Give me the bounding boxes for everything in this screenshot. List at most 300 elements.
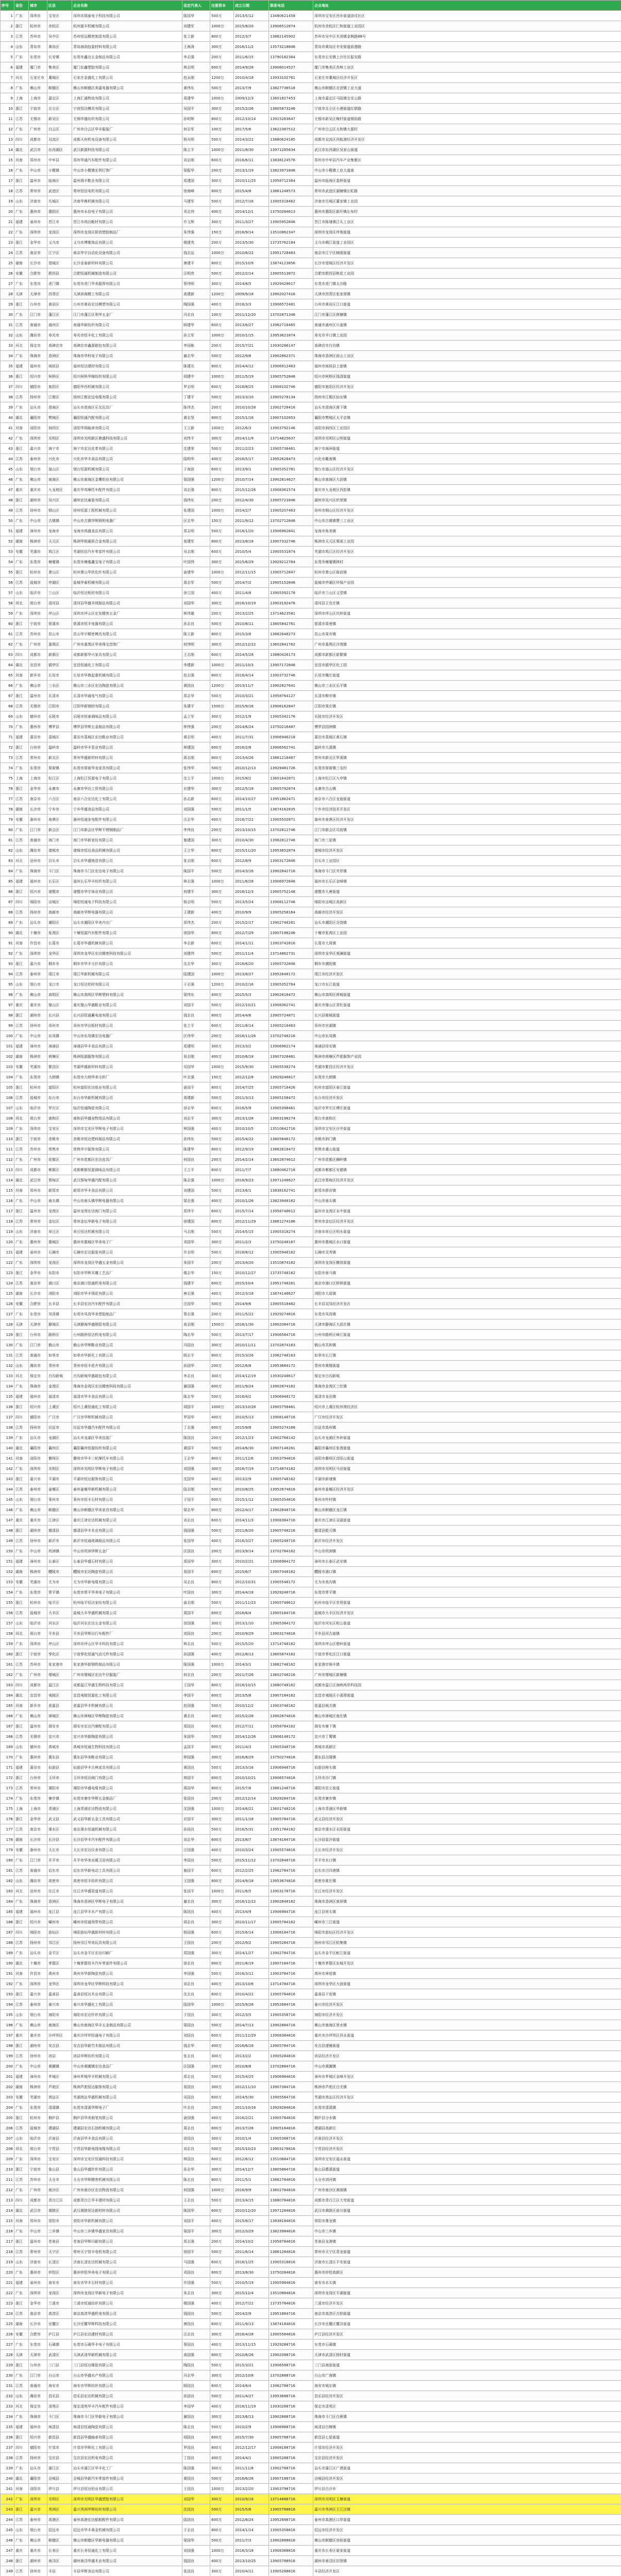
table-cell: 249	[1, 2566, 14, 2576]
table-row	[1, 2443, 621, 2453]
table-cell: 江苏	[14, 969, 29, 979]
table-cell: 扬州市	[29, 1938, 47, 1948]
table-cell: 500万	[210, 1134, 234, 1144]
table-cell: 福建	[14, 1392, 29, 1402]
table-cell: 2012/9/2	[234, 1938, 269, 1948]
table-cell: 93	[1, 959, 14, 969]
table-cell: 重庆璧山华盛鞋业有限公司	[72, 1000, 182, 1010]
table-cell: 47	[1, 485, 14, 495]
table-cell: 13714825637	[269, 433, 313, 444]
table-cell: 惠州市	[29, 722, 47, 732]
table-cell: 庐江县宏达建材有限公司	[72, 2329, 182, 2340]
table-cell: 南京市高淳区古柏街道	[313, 2309, 621, 2319]
table-cell: 徐州市	[29, 2566, 47, 2576]
table-cell: 8	[1, 83, 14, 93]
table-row	[1, 1567, 621, 1577]
table-cell: 南通市	[29, 835, 47, 845]
table-cell: 顺德区	[47, 83, 72, 93]
table-cell: 13714784716	[269, 1979, 313, 1989]
table-row	[1, 341, 621, 351]
table-cell: 湖州市	[29, 2556, 47, 2566]
table-cell: 600万	[210, 1608, 234, 1618]
table-cell: 醴陵市宏达陶瓷有限公司	[72, 1567, 182, 1577]
table-cell: 223	[1, 2298, 14, 2309]
table-cell: 2010/1/15	[234, 330, 269, 341]
table-cell: 常州市	[29, 753, 47, 763]
table-cell: 李国平	[182, 1690, 210, 1701]
table-cell: 陈伟杰	[182, 402, 210, 413]
table-row	[1, 21, 621, 31]
table-cell: 江宁区	[47, 248, 72, 258]
table-cell: 110	[1, 1134, 14, 1144]
table-cell: 200万	[210, 1938, 234, 1948]
table-cell: 深圳市坪山区宏发精密五金厂	[72, 608, 182, 619]
table-cell: 177	[1, 1824, 14, 1835]
table-cell: 东台市经济开发区	[313, 1093, 621, 1103]
table-cell: 2016/12/3	[234, 887, 269, 897]
table-row	[1, 1402, 621, 1412]
table-cell: 钱国强	[182, 1526, 210, 1536]
table-cell: 刘建军	[182, 21, 210, 31]
table-cell: 安吉县	[47, 2041, 72, 2051]
table-cell: 2014/10/27	[234, 794, 269, 804]
table-cell: 铜山区	[47, 505, 72, 516]
table-cell: 2016/7/22	[234, 815, 269, 825]
table-cell: 13905388716	[269, 2133, 313, 2144]
table-row	[1, 1422, 621, 1433]
table-cell: 85	[1, 876, 14, 887]
table-cell: 800万	[210, 2443, 234, 2453]
table-cell: 岳麓区	[47, 2319, 72, 2329]
table-cell: 余姚市	[47, 1134, 72, 1144]
table-cell: 150万	[210, 1268, 234, 1278]
table-cell: 许昌市	[29, 938, 47, 948]
table-cell: 196	[1, 2020, 14, 2030]
table-cell: 金华市	[29, 1814, 47, 1824]
table-cell: 沈建荣	[182, 444, 210, 454]
table-cell: 绵阳市	[29, 1927, 47, 1938]
table-cell: 福清市	[47, 1392, 72, 1402]
table-cell: 无为市	[47, 1577, 72, 1587]
table-cell: 盐城市	[29, 1608, 47, 1618]
column-header: 联系电话	[269, 1, 313, 11]
table-cell: 115	[1, 1185, 14, 1196]
table-cell: 成都天府机电设备有限公司	[72, 134, 182, 145]
table-cell: 800万	[210, 413, 234, 423]
table-cell: 东阳市华辉木雕工艺品厂	[72, 1268, 182, 1278]
table-cell: 台山市广海镇	[313, 2370, 621, 2381]
table-cell: 温江区	[47, 1680, 72, 1690]
table-cell: 2010/10/5	[234, 1124, 269, 1134]
table-cell: 300万	[210, 104, 234, 114]
table-cell: 2011/5/22	[234, 1309, 269, 1319]
table-cell: 常平镇	[47, 1587, 72, 1598]
table-cell: 中山市南头镇华辉电器有限公司	[72, 1196, 182, 1206]
table-cell: 62	[1, 639, 14, 650]
table-cell: 深圳市光明新区鼎盛科技有限公司	[72, 433, 182, 444]
table-cell: 常州市	[29, 1783, 47, 1793]
table-cell: 165	[1, 1701, 14, 1711]
table-cell: 谷城县华新汽车零部件有限公司	[72, 2473, 182, 2484]
table-cell: 2016/2/21	[234, 2113, 269, 2123]
table-cell: 张家港华新钢铁制品有限公司	[72, 1659, 182, 1670]
table-cell: 株洲华锐硬质合金有限公司	[72, 536, 182, 547]
table-cell: 宜兴市	[47, 1732, 72, 1742]
table-cell: 成都市	[29, 650, 47, 660]
table-cell: 上海市青浦区华新镇	[313, 1804, 621, 1814]
table-row	[1, 1021, 621, 1031]
table-cell: 四川	[14, 1927, 29, 1938]
table-cell: 13905788716	[269, 2432, 313, 2443]
table-cell: 三门县	[47, 2360, 72, 2370]
table-cell: 杭州临平恒达家纺有限公司	[72, 1598, 182, 1608]
table-cell: 34	[1, 351, 14, 361]
table-row	[1, 361, 621, 371]
table-row	[1, 866, 621, 876]
table-cell: 13902768142	[269, 1433, 313, 1443]
table-cell: 2013/6/13	[234, 2412, 269, 2422]
table-cell: 芜湖市	[29, 1062, 47, 1072]
table-cell: 江苏	[14, 2051, 29, 2061]
table-cell: 株洲市天元区栗雨工业园	[313, 536, 621, 547]
table-cell: 广东	[14, 1258, 29, 1268]
table-cell: 86	[1, 887, 14, 897]
table-cell: 东莞市常平华美电子有限公司	[72, 1587, 182, 1598]
table-cell: 南谯区	[47, 815, 72, 825]
table-cell: 广东	[14, 1464, 29, 1474]
table-cell: 宁乡市	[47, 804, 72, 815]
table-cell: 武进区	[47, 186, 72, 196]
table-row	[1, 948, 621, 959]
table-cell: 海宁市宏达皮革有限公司	[72, 444, 182, 454]
table-row	[1, 990, 621, 1000]
table-cell: 珠海市香洲区南屏镇	[313, 1896, 621, 1907]
table-cell: 佛山市三水区乐平镇	[313, 681, 621, 691]
table-cell: 300万	[210, 1113, 234, 1124]
table-cell: 139	[1, 1433, 14, 1443]
table-cell: 深圳市	[29, 2288, 47, 2298]
table-cell: 徐州市	[29, 1021, 47, 1031]
table-cell: 中山市	[29, 2061, 47, 2072]
table-cell: 广东	[14, 1587, 29, 1598]
table-cell: 37	[1, 382, 14, 392]
table-cell: 坪山区	[47, 1639, 72, 1649]
table-cell: 青白江区	[47, 2195, 72, 2206]
table-cell: 80	[1, 825, 14, 835]
table-cell: 深圳市	[29, 608, 47, 619]
table-cell: 13702748216	[269, 1031, 313, 1041]
table-cell: 2014/4/1	[234, 2453, 269, 2463]
table-cell: 2010/4/11	[234, 2566, 269, 2576]
table-cell: 13714862731	[269, 948, 313, 959]
table-row	[1, 1371, 621, 1381]
table-cell: 13903784716	[269, 1969, 313, 1979]
table-cell: 章丘区	[47, 1227, 72, 1237]
table-cell: 武汉蔡甸华盛汽配有限公司	[72, 1175, 182, 1185]
table-row	[1, 2370, 621, 2381]
table-cell: 2015/11/20	[234, 845, 269, 856]
table-cell: 金华市	[29, 238, 47, 248]
table-cell: 浙江	[14, 2360, 29, 2370]
table-cell: 13905248716	[269, 1536, 313, 1546]
table-cell: 220	[1, 2267, 14, 2278]
table-cell: 400万	[210, 990, 234, 1000]
table-cell: 南沙区	[47, 2185, 72, 2195]
table-row	[1, 134, 621, 145]
table-cell: 广东	[14, 52, 29, 62]
table-cell: 140	[1, 1443, 14, 1453]
table-cell: 郑州市	[29, 2216, 47, 2226]
table-row	[1, 1783, 621, 1793]
table-cell: 河北	[14, 856, 29, 866]
table-row	[1, 1649, 621, 1659]
table-cell: 区伟华	[182, 1031, 210, 1041]
table-cell: 200万	[210, 2061, 234, 2072]
table-cell: 1000万	[210, 248, 234, 258]
table-cell: 2015/6/7	[234, 1567, 269, 1577]
table-cell: 王国良	[182, 2484, 210, 2494]
table-cell: 13905584816	[269, 2329, 313, 2340]
table-cell: 广东	[14, 918, 29, 928]
table-cell: 高淳区	[47, 2309, 72, 2319]
table-cell: 2016/3/11	[234, 1969, 269, 1979]
table-cell: 300万	[210, 1917, 234, 1927]
table-cell: 2009/12/3	[234, 93, 269, 104]
table-cell: 泰州高港宏达船舶配件有限公司	[72, 2515, 182, 2525]
table-cell: 200万	[210, 1309, 234, 1319]
table-cell: 珠海市斗门区白蕉镇	[313, 2412, 621, 2422]
table-cell: 白沟新城	[47, 1371, 72, 1381]
table-cell: 800万	[210, 2267, 234, 2278]
table-cell: 2012/10/8	[234, 2370, 269, 2381]
table-cell: 醴陵市浦口镇	[313, 1567, 621, 1577]
table-cell: 株洲市	[29, 1567, 47, 1577]
table-cell: 临沂市	[29, 2133, 47, 2144]
table-cell: 樊城区	[47, 413, 72, 423]
table-cell: 深圳市宝安区华辉电子有限公司	[72, 1124, 182, 1134]
table-cell: 800万	[210, 753, 234, 763]
table-cell: 13862784816	[269, 2175, 313, 2185]
table-cell: 永康市华达工贸有限公司	[72, 784, 182, 794]
table-cell: 株洲市	[29, 1052, 47, 1062]
table-cell: 200万	[210, 722, 234, 732]
table-row	[1, 1886, 621, 1896]
table-cell: 湖北	[14, 1958, 29, 1969]
table-cell: 2014/7/25	[234, 1082, 269, 1093]
table-cell: 13929284716	[269, 1793, 313, 1804]
table-cell: 潍坊市	[29, 1361, 47, 1371]
table-cell: 诸暨市	[47, 887, 72, 897]
table-row	[1, 918, 621, 928]
table-cell: 浙江	[14, 2164, 29, 2175]
table-cell: 2014/2/7	[234, 505, 269, 516]
table-cell: 2015/4/25	[234, 2072, 269, 2082]
table-cell: 广东	[14, 207, 29, 217]
table-cell: 海阳市宏达针织有限公司	[72, 2010, 182, 2020]
table-cell: 13735784816	[269, 2298, 313, 2309]
table-cell: 重庆长寿恒通化工有限公司	[72, 2546, 182, 2556]
table-cell: 无为市高沟镇	[313, 1577, 621, 1587]
table-row	[1, 619, 621, 629]
table-cell: 13905574816	[269, 1845, 313, 1855]
table-cell: 13929274816	[269, 1309, 313, 1319]
table-cell: 2013/10/6	[234, 1979, 269, 1989]
table-cell: 龙口市东江街道	[313, 979, 621, 990]
table-cell: 四川	[14, 382, 29, 392]
table-cell: 浙江	[14, 1268, 29, 1278]
table-cell: 瑞安市宏达汽摩配有限公司	[72, 1721, 182, 1732]
table-cell: 广东	[14, 1711, 29, 1721]
table-cell: 德阳市旌阳区经济开发区	[313, 382, 621, 392]
table-cell: 黄志明	[182, 732, 210, 742]
table-cell: 82	[1, 845, 14, 856]
table-cell: 2011/6/28	[234, 876, 269, 887]
table-cell: 东莞市大朗华美毛织厂	[72, 1072, 182, 1082]
table-cell: 189	[1, 1948, 14, 1958]
table-cell: 13929248716	[269, 1587, 313, 1598]
table-row	[1, 31, 621, 42]
table-cell: 1000万	[210, 660, 234, 670]
table-cell: 188	[1, 1938, 14, 1948]
table-cell: 宁晋县经济开发区	[313, 2144, 621, 2154]
table-cell: 烟台市	[29, 2525, 47, 2535]
table-cell: 43	[1, 444, 14, 454]
table-cell: 天长市经济开发区	[313, 1845, 621, 1855]
table-cell: 2010/8/11	[234, 619, 269, 629]
table-cell: 梁国华	[182, 2535, 210, 2546]
table-cell: 13905752148	[269, 887, 313, 897]
table-cell: 俞志刚	[182, 1598, 210, 1608]
table-row	[1, 1278, 621, 1289]
table-cell: 周建华	[182, 93, 210, 104]
table-cell: 南京市	[29, 794, 47, 804]
table-cell: 陆国华	[182, 1999, 210, 2010]
table-row	[1, 2566, 621, 2576]
table-cell: 800万	[210, 629, 234, 639]
table-cell: 十堰市	[29, 928, 47, 938]
table-cell: 77	[1, 794, 14, 804]
table-row	[1, 392, 621, 402]
table-cell: 无锡市	[29, 114, 47, 124]
table-cell: 2012/3/5	[234, 2010, 269, 2020]
table-cell: 207	[1, 2133, 14, 2144]
table-cell: 襄阳市樊城区太平店镇	[313, 413, 621, 423]
table-cell: 平乡县华辉自行车配件厂	[72, 1629, 182, 1639]
table-cell: 宁乡市经济技术开发区	[313, 804, 621, 815]
table-cell: 13908384716	[269, 1515, 313, 1526]
table-cell: 中山市南头镇	[313, 1196, 621, 1206]
table-cell: 13510884816	[269, 2288, 313, 2298]
table-cell: 800万	[210, 1010, 234, 1021]
table-cell: 600万	[210, 794, 234, 804]
table-row	[1, 691, 621, 701]
table-cell: 500万	[210, 1824, 234, 1835]
table-cell: 1000万	[210, 1175, 234, 1185]
table-cell: 71	[1, 732, 14, 742]
table-cell: 13902848716	[269, 1505, 313, 1515]
table-cell: 200万	[210, 52, 234, 62]
table-cell: 广州市番禺区华美珠宝首饰厂	[72, 639, 182, 650]
table-cell: 广东	[14, 948, 29, 959]
table-cell: 2013/6/27	[234, 320, 269, 330]
table-cell: 2017/5/6	[234, 124, 269, 134]
table-cell: 广东	[14, 1793, 29, 1804]
table-cell: 保定市	[29, 2401, 47, 2412]
table-cell: 广东	[14, 1155, 29, 1165]
table-cell: 台山市华盛水产有限公司	[72, 2370, 182, 2381]
table-cell: 新沂市	[47, 1536, 72, 1546]
table-cell: 上海青浦宏达物流有限公司	[72, 1804, 182, 1814]
table-cell: 钱志良	[182, 1010, 210, 1021]
table-cell: 郫都区	[47, 1165, 72, 1175]
table-cell: 三门县恒达橡胶有限公司	[72, 2360, 182, 2370]
table-cell: 224	[1, 2309, 14, 2319]
table-row	[1, 1793, 621, 1804]
table-cell: 13929212764	[269, 557, 313, 567]
table-row	[1, 1855, 621, 1866]
table-cell: 天津	[14, 1319, 29, 1330]
table-cell: 300万	[210, 2051, 234, 2061]
table-cell: 诸暨市大唐街道	[313, 887, 621, 897]
table-cell: 长泰区	[47, 1556, 72, 1567]
table-cell: 东莞市	[29, 52, 47, 62]
table-cell: 常熟市虞山街道	[313, 1144, 621, 1155]
table-cell: 99	[1, 1021, 14, 1031]
table-cell: 广东	[14, 1670, 29, 1680]
table-cell: 唐国良	[182, 2319, 210, 2329]
table-row	[1, 1495, 621, 1505]
table-cell: 2014/9/18	[234, 1876, 269, 1886]
table-cell: 江苏	[14, 1021, 29, 1031]
table-cell: 300万	[210, 2226, 234, 2236]
table-cell: 汕头市龙湖区外砂街道	[313, 1433, 621, 1443]
table-cell: 叶国伟	[182, 557, 210, 567]
table-cell: 李伟良	[182, 825, 210, 835]
table-cell: 江门市新会区华辉不锈钢制品厂	[72, 825, 182, 835]
table-cell: 绵阳游仙华盛新材料有限公司	[72, 1927, 182, 1938]
table-cell: 500万	[210, 444, 234, 454]
table-cell: 500万	[210, 2422, 234, 2432]
table-cell: 重庆	[14, 1515, 29, 1526]
table-cell: 潍坊市	[29, 845, 47, 856]
table-cell: 泰州市	[29, 969, 47, 979]
table-cell: 丁建平	[182, 392, 210, 402]
table-cell: 46	[1, 474, 14, 485]
table-cell: 江苏	[14, 114, 29, 124]
table-cell: 寮步镇	[47, 1793, 72, 1804]
table-cell: 2016/7/19	[234, 1464, 269, 1474]
table-cell: 厦门市	[29, 62, 47, 73]
table-cell: 300万	[210, 1618, 234, 1629]
table-cell: 杨志明	[182, 897, 210, 907]
table-cell: 13714623581	[269, 608, 313, 619]
table-cell: 200万	[210, 1433, 234, 1443]
table-cell: 福山区	[47, 464, 72, 474]
table-cell: 4	[1, 42, 14, 52]
table-cell: 江苏	[14, 1278, 29, 1289]
table-cell: 陆明华	[182, 454, 210, 464]
table-cell: 黄国良	[182, 2473, 210, 2484]
table-cell: 2015/6/29	[234, 557, 269, 567]
table-row	[1, 959, 621, 969]
table-row	[1, 1134, 621, 1144]
table-cell: 台州市	[29, 742, 47, 753]
table-row	[1, 784, 621, 794]
table-cell: 江苏	[14, 2453, 29, 2463]
table-row	[1, 1773, 621, 1783]
table-cell: 梁志强	[182, 1196, 210, 1206]
table-cell: 浙江	[14, 1721, 29, 1732]
